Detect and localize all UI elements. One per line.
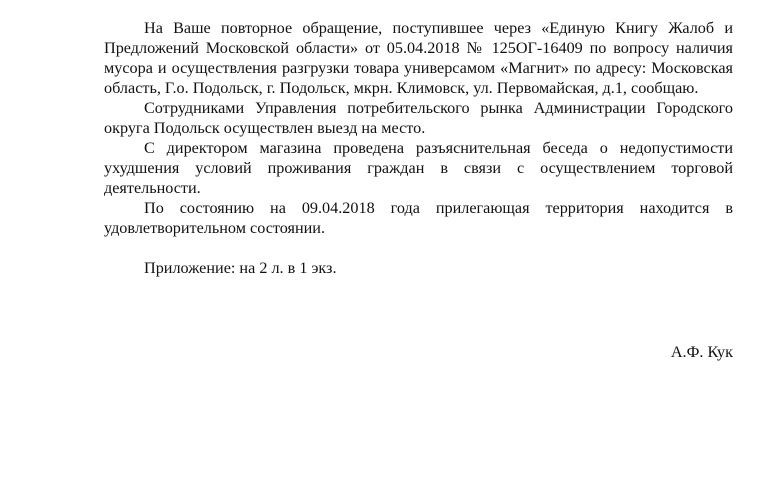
signature-name: А.Ф. Кук — [670, 343, 733, 361]
letter-body — [104, 18, 733, 278]
paragraph-territory-status: По состоянию на 09.04.2018 года прилегающая территория находится в удовлетворительном состоянии. — [104, 199, 733, 237]
paragraph-director-conversation: С директором магазина проведена разъяснительная беседа о недопустимости ухудшения условий проживания граждан в связи с осуществлением торговой деятельности. — [104, 139, 733, 197]
paragraph-complaint-reference: На Ваше повторное обращение, поступившее через «Единую Книгу Жалоб и Предложений Московской области» от 05.04.2018 № 125ОГ-16409 по вопросу наличия мусора и осуществления разгрузки товара универсамом «Магнит» по адресу: Московская область, Г.о. Подольск, г. Подольск, мкрн. Климовск, ул. Первомайская, д.1, сообщаю. — [104, 19, 733, 97]
attachment-note: Приложение: на 2 л. в 1 экз. — [144, 259, 337, 277]
blank-line — [104, 238, 733, 258]
paragraph-site-visit: Сотрудниками Управления потребительского рынка Администрации Городского округа Подольск осуществлен выезд на место. — [104, 99, 733, 137]
